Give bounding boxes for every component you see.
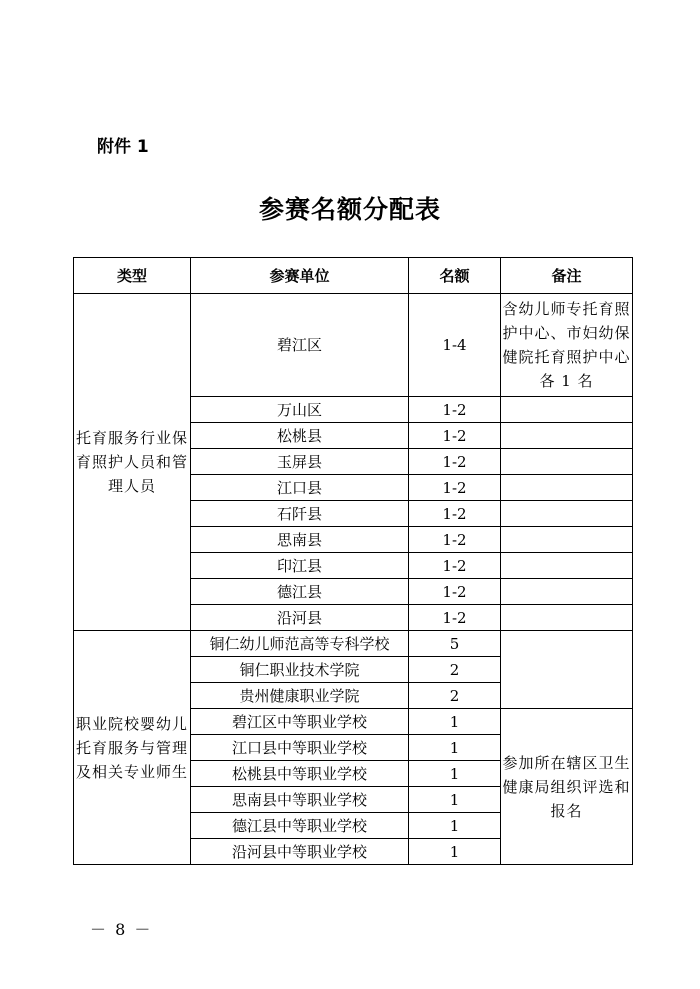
unit-cell: 江口县中等职业学校 [191, 735, 409, 761]
count-cell: 1 [409, 761, 501, 787]
count-cell: 1-2 [409, 423, 501, 449]
count-cell: 1-2 [409, 475, 501, 501]
allocation-table [73, 257, 633, 865]
unit-cell: 思南县 [191, 527, 409, 553]
count-cell: 1 [409, 787, 501, 813]
count-cell: 1-2 [409, 579, 501, 605]
count-cell: 1-2 [409, 397, 501, 423]
table-row [74, 631, 633, 657]
note-cell [501, 397, 633, 423]
attachment-label: 附件 1 [97, 137, 149, 157]
note-cell [501, 605, 633, 631]
unit-cell: 碧江区 [191, 294, 409, 397]
note-cell [501, 423, 633, 449]
count-cell: 1 [409, 735, 501, 761]
unit-cell: 松桃县中等职业学校 [191, 761, 409, 787]
unit-cell: 松桃县 [191, 423, 409, 449]
unit-cell: 贵州健康职业学院 [191, 683, 409, 709]
count-cell: 2 [409, 657, 501, 683]
unit-cell: 石阡县 [191, 501, 409, 527]
merged-note-cell: 参加所在辖区卫生健康局组织评选和报名 [501, 709, 633, 865]
document-title: 参赛名额分配表 [258, 195, 441, 224]
note-cell [501, 449, 633, 475]
table-row [74, 294, 633, 397]
unit-cell: 德江县中等职业学校 [191, 813, 409, 839]
group-type-cell: 托育服务行业保育照护人员和管理人员 [74, 294, 191, 631]
note-cell [501, 553, 633, 579]
unit-cell: 万山区 [191, 397, 409, 423]
unit-cell: 碧江区中等职业学校 [191, 709, 409, 735]
header-note: 备注 [501, 258, 633, 294]
group-type-cell: 职业院校婴幼儿托育服务与管理及相关专业师生 [74, 631, 191, 865]
count-cell: 1 [409, 813, 501, 839]
header-unit: 参赛单位 [191, 258, 409, 294]
count-cell: 2 [409, 683, 501, 709]
table-header-row [74, 258, 633, 294]
count-cell: 1-2 [409, 449, 501, 475]
count-cell: 1-2 [409, 501, 501, 527]
unit-cell: 德江县 [191, 579, 409, 605]
note-cell [501, 579, 633, 605]
unit-cell: 江口县 [191, 475, 409, 501]
count-cell: 1-4 [409, 294, 501, 397]
note-cell: 含幼儿师专托育照护中心、市妇幼保健院托育照护中心各 1 名 [501, 294, 633, 397]
unit-cell: 印江县 [191, 553, 409, 579]
unit-cell: 沿河县 [191, 605, 409, 631]
note-cell [501, 501, 633, 527]
count-cell: 1 [409, 709, 501, 735]
header-type: 类型 [74, 258, 191, 294]
page-number: － 8 － [90, 920, 153, 939]
count-cell: 1-2 [409, 605, 501, 631]
count-cell: 5 [409, 631, 501, 657]
unit-cell: 沿河县中等职业学校 [191, 839, 409, 865]
count-cell: 1-2 [409, 553, 501, 579]
count-cell: 1 [409, 839, 501, 865]
note-cell [501, 631, 633, 709]
note-cell [501, 527, 633, 553]
unit-cell: 铜仁职业技术学院 [191, 657, 409, 683]
unit-cell: 思南县中等职业学校 [191, 787, 409, 813]
unit-cell: 玉屏县 [191, 449, 409, 475]
unit-cell: 铜仁幼儿师范高等专科学校 [191, 631, 409, 657]
header-count: 名额 [409, 258, 501, 294]
note-cell [501, 475, 633, 501]
count-cell: 1-2 [409, 527, 501, 553]
